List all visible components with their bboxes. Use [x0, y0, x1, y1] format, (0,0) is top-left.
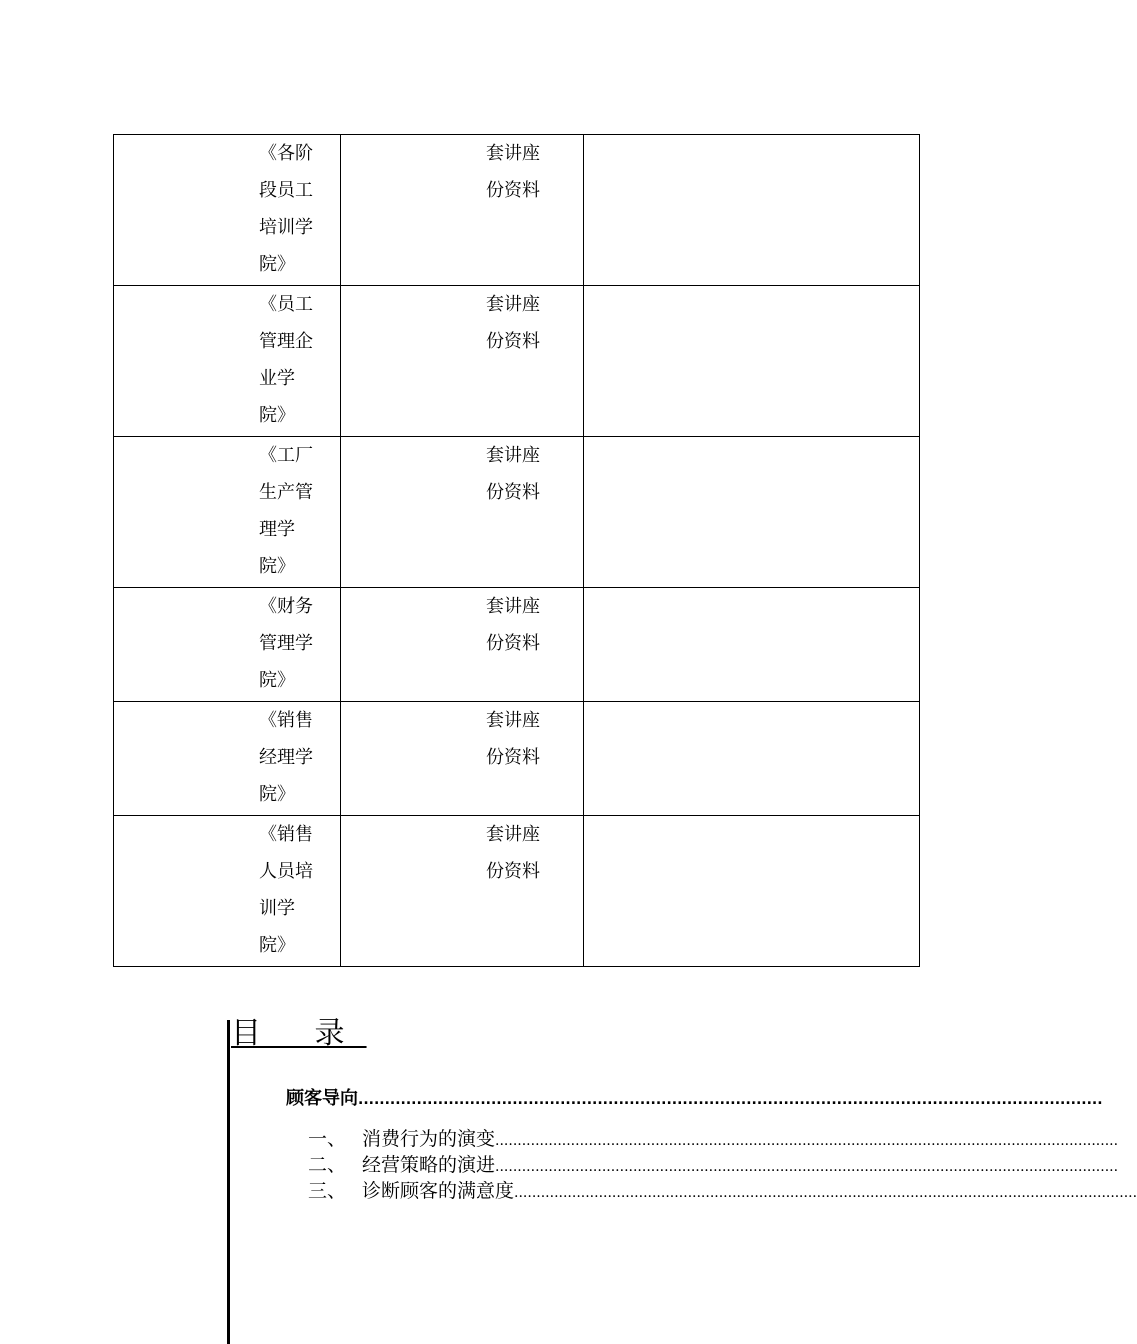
course-kind: 套讲座份资料 [486, 824, 540, 882]
course-note-cell [584, 286, 920, 437]
toc-entry[interactable] [308, 1152, 1119, 1180]
course-kind-cell [341, 437, 584, 588]
toc-heading-entry[interactable] [286, 1086, 1103, 1113]
toc-leader-dots: ............................................................................................................................................ [514, 1185, 1137, 1201]
toc-leader-dots: ............................................................................................................................................ [358, 1092, 1103, 1108]
toc-entry-number: 二、 [308, 1154, 347, 1176]
course-name-cell [114, 588, 341, 702]
course-kind-cell [341, 135, 584, 286]
course-kind-cell [341, 702, 584, 816]
course-name: 《财务管理学院》 [259, 596, 313, 691]
course-note-cell [584, 588, 920, 702]
table-row [114, 286, 920, 437]
course-name-cell [114, 816, 341, 967]
catalog-table [113, 134, 920, 967]
toc-entry-text: 消费行为的演变 [362, 1128, 496, 1150]
course-kind: 套讲座份资料 [486, 294, 540, 352]
course-name-cell [114, 286, 341, 437]
toc-entry-text: 诊断顾客的满意度 [362, 1180, 515, 1202]
course-kind: 套讲座份资料 [486, 596, 540, 654]
course-kind: 套讲座份资料 [486, 143, 540, 201]
toc-entry-number: 一、 [308, 1128, 347, 1150]
course-name: 《工厂生产管理学院》 [259, 445, 313, 577]
course-name-cell [114, 135, 341, 286]
toc-entry[interactable] [308, 1126, 1119, 1154]
toc-entry[interactable] [308, 1178, 1137, 1206]
course-note-cell [584, 816, 920, 967]
course-name: 《各阶段员工培训学院》 [259, 143, 313, 275]
table-row [114, 702, 920, 816]
course-note-cell [584, 135, 920, 286]
course-kind-cell [341, 286, 584, 437]
toc-heading-text: 顾客导向 [286, 1088, 358, 1109]
toc-margin-bar [227, 1020, 230, 1344]
course-note-cell [584, 702, 920, 816]
course-name-cell [114, 702, 341, 816]
toc-entry-text: 经营策略的演进 [362, 1154, 496, 1176]
course-name-cell [114, 437, 341, 588]
table-row [114, 135, 920, 286]
course-note-cell [584, 437, 920, 588]
course-name: 《销售经理学院》 [259, 710, 313, 805]
toc-title: 目 录 [231, 1016, 367, 1051]
course-kind-cell [341, 816, 584, 967]
course-kind: 套讲座份资料 [486, 445, 540, 503]
toc-leader-dots: ............................................................................................................................................ [495, 1133, 1119, 1149]
course-kind-cell [341, 588, 584, 702]
course-name: 《员工管理企业学院》 [259, 294, 313, 426]
table-row [114, 588, 920, 702]
course-name: 《销售人员培训学院》 [259, 824, 313, 956]
toc-entry-number: 三、 [308, 1180, 347, 1202]
course-kind: 套讲座份资料 [486, 710, 540, 768]
table-row [114, 816, 920, 967]
table-row [114, 437, 920, 588]
toc-leader-dots: ............................................................................................................................................ [495, 1159, 1119, 1175]
